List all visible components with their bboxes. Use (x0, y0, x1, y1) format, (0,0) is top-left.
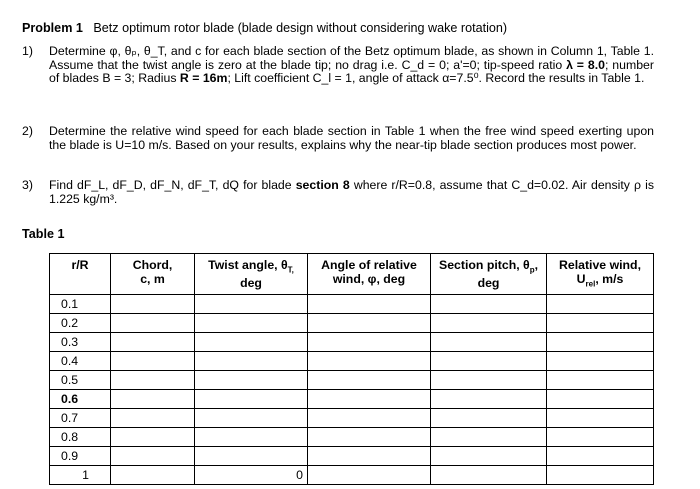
table-cell[interactable] (308, 314, 431, 333)
r-over-r-cell: 0.7 (50, 409, 111, 428)
table-cell[interactable] (195, 295, 308, 314)
table-cell[interactable] (111, 371, 195, 390)
table-row (50, 390, 654, 409)
question-text (49, 179, 654, 206)
question-text (49, 45, 654, 86)
table-cell[interactable] (431, 295, 547, 314)
table-cell[interactable] (195, 314, 308, 333)
table-row (50, 352, 654, 371)
table-label: Table 1 (22, 227, 65, 241)
table-cell[interactable] (431, 371, 547, 390)
question-number: 3) (22, 178, 33, 192)
header-section-pitch: Section pitch, $\theta_p$, deg (431, 254, 547, 295)
q1-tsr: λ = 8.0 (566, 57, 605, 72)
table-cell[interactable] (431, 333, 547, 352)
header-twist: Twist angle, $\theta_{T,}$ deg (195, 254, 308, 295)
table-cell[interactable] (431, 447, 547, 466)
table-cell[interactable] (547, 295, 654, 314)
r-over-r-cell: 0.9 (50, 447, 111, 466)
table-cell[interactable] (195, 390, 308, 409)
question-number: 1) (22, 44, 33, 58)
table-cell[interactable] (111, 390, 195, 409)
table-cell[interactable] (195, 447, 308, 466)
problem-title-text: Betz optimum rotor blade (blade design without considering wake rotation) (93, 21, 508, 35)
table-cell[interactable] (111, 447, 195, 466)
problem-label: Problem 1 (22, 21, 83, 35)
r-over-r-cell: 0.5 (50, 371, 111, 390)
table-cell[interactable] (431, 352, 547, 371)
r-over-r-cell: 0.4 (50, 352, 111, 371)
q1-text-c: ; Lift coefficient C_l = 1, angle of attack α=7.5⁰. Record the results in Table 1. (227, 71, 645, 86)
header-chord: Chord, c, m (111, 254, 195, 295)
table-cell[interactable] (547, 333, 654, 352)
table-cell[interactable] (111, 428, 195, 447)
table-cell[interactable] (308, 295, 431, 314)
table-row (50, 466, 654, 485)
table-cell[interactable] (547, 447, 654, 466)
table-cell[interactable] (431, 428, 547, 447)
header-r-over-r: r/R (50, 254, 111, 295)
q3-text-a: Find dF_L, dF_D, dF_N, dF_T, dQ for blade (49, 178, 296, 192)
table-cell[interactable] (308, 409, 431, 428)
table-cell[interactable] (308, 371, 431, 390)
table-cell[interactable] (547, 466, 654, 485)
table-cell[interactable]: 0 (195, 466, 308, 485)
table-row (50, 409, 654, 428)
table-cell[interactable] (431, 409, 547, 428)
table-cell[interactable] (431, 466, 547, 485)
table-cell[interactable] (308, 390, 431, 409)
table-cell[interactable] (195, 371, 308, 390)
table-cell[interactable] (111, 314, 195, 333)
question-text: Determine the relative wind speed for each blade section in Table 1 when the free wind speed exerting upon the blade is U=10 m/s. Based on your results, explains why the near-tip blade section produces most power. (49, 124, 654, 152)
q1-text-a: Determine φ, θₚ, θ_T, and c for each blade section of the Betz optimum blade, as shown in Column 1, Table 1. Assume that the twist angle is zero at the blade tip; no drag i.e. C_d = 0; a'=0; tip-speed ratio (49, 44, 654, 72)
table-cell[interactable] (547, 352, 654, 371)
r-over-r-cell: 0.1 (50, 295, 111, 314)
table-cell[interactable] (111, 333, 195, 352)
table-cell[interactable] (308, 447, 431, 466)
r-over-r-cell: 0.2 (50, 314, 111, 333)
r-over-r-cell: 0.8 (50, 428, 111, 447)
table-cell[interactable] (308, 428, 431, 447)
table-cell[interactable] (308, 352, 431, 371)
q3-text-b: where r/R=0.8, assume that C_d=0.02. Air density ρ is 1.225 kg/m³. (49, 178, 655, 206)
table-cell[interactable] (547, 314, 654, 333)
r-over-r-cell: 1 (50, 466, 111, 485)
q1-radius: R = 16m (179, 71, 228, 86)
table-cell[interactable] (308, 333, 431, 352)
q3-section: section 8 (295, 178, 350, 192)
q1-text-b: ; number of blades B = 3; Radius (49, 57, 654, 86)
table-cell[interactable] (431, 314, 547, 333)
table-row (50, 333, 654, 352)
question-1 (22, 45, 654, 86)
r-over-r-cell: 0.3 (50, 333, 111, 352)
question-number: 2) (22, 124, 33, 138)
table-cell[interactable] (111, 409, 195, 428)
table-cell[interactable] (195, 333, 308, 352)
header-relative-wind: Relative wind, $U_{rel}$, m/s (547, 254, 654, 295)
table-cell[interactable] (111, 295, 195, 314)
table-header-row (50, 254, 654, 295)
table-body (50, 295, 654, 485)
table-cell[interactable] (111, 352, 195, 371)
header-relative-wind-angle: Angle of relative wind, φ, deg (308, 254, 431, 295)
table-row (50, 314, 654, 333)
table-cell[interactable] (111, 466, 195, 485)
table-cell[interactable] (308, 466, 431, 485)
r-over-r-cell: 0.6 (50, 390, 111, 409)
table-cell[interactable] (547, 390, 654, 409)
table-cell[interactable] (431, 390, 547, 409)
table-row (50, 295, 654, 314)
problem-title (22, 21, 507, 35)
results-table (49, 253, 654, 485)
table-row (50, 447, 654, 466)
table-cell[interactable] (547, 428, 654, 447)
table-cell[interactable] (195, 409, 308, 428)
table-cell[interactable] (547, 371, 654, 390)
table-cell[interactable] (195, 428, 308, 447)
question-2 (22, 125, 654, 152)
table-cell[interactable] (195, 352, 308, 371)
table-cell[interactable] (547, 409, 654, 428)
table-row (50, 371, 654, 390)
table-row (50, 428, 654, 447)
question-3 (22, 179, 654, 206)
